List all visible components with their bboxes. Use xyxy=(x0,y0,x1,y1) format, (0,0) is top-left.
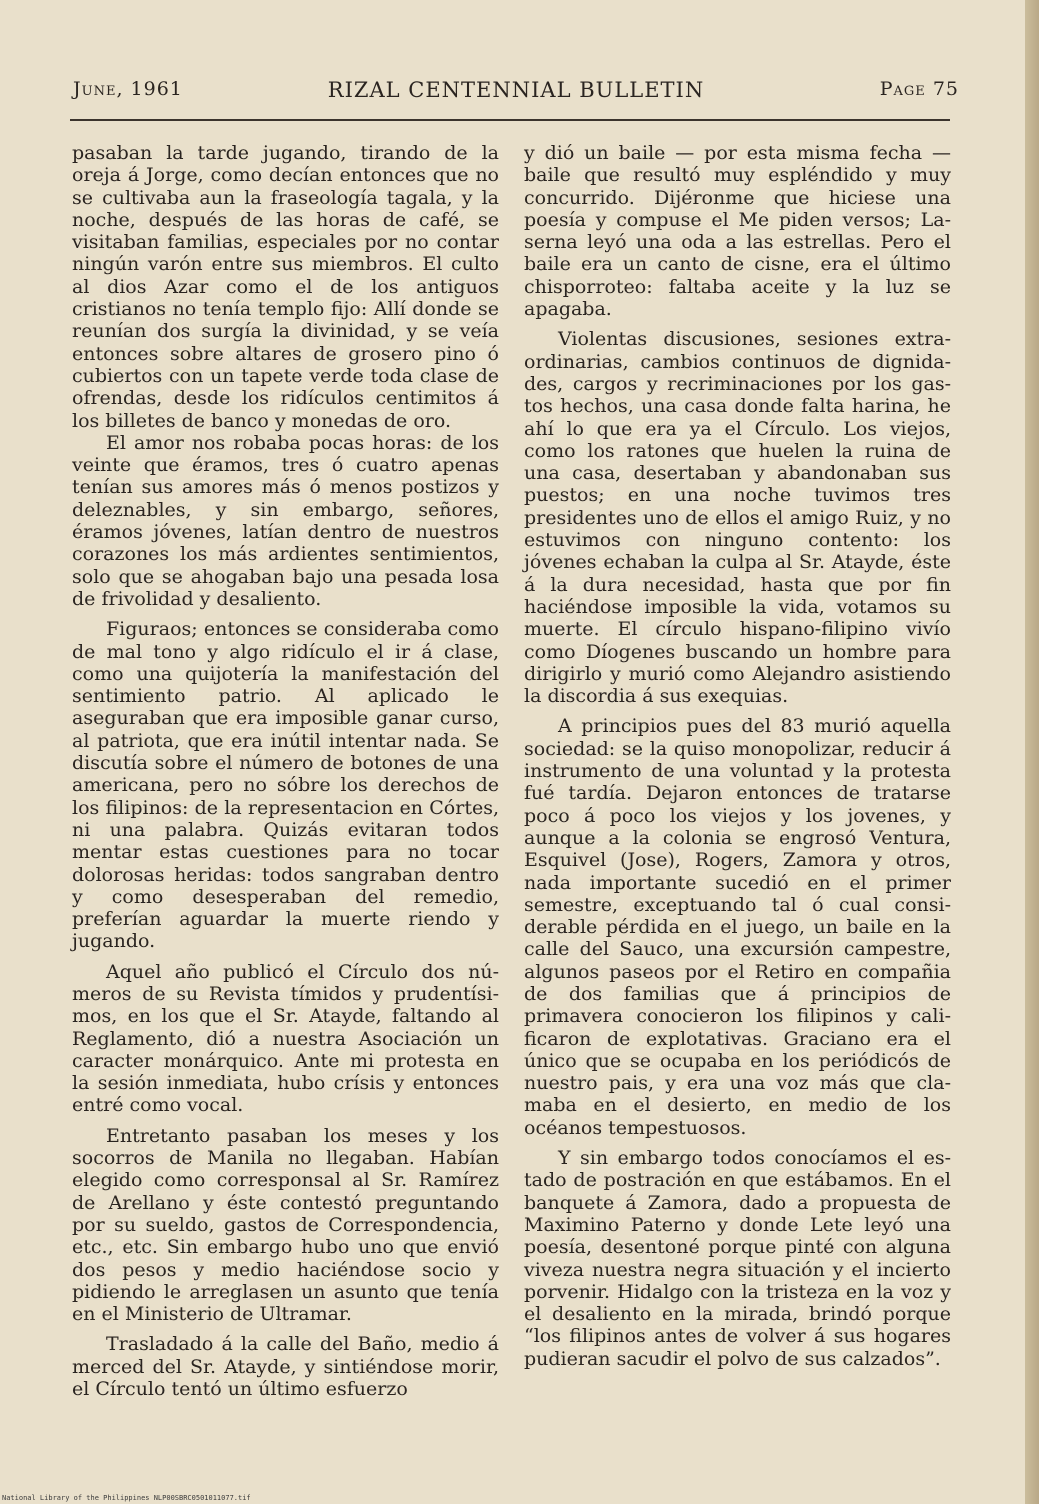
header-page-number: Page 75 xyxy=(879,78,959,100)
paragraph: A principios pues del 83 murió aquella sociedad: se la quiso monopolizar, reducir á instrumento de una voluntad y la protesta fué tardía. Dejaron entonces de tratarse poco á poco los viejos y los jovenes, y aunque a la colonia se engrosó Ventura, Esquivel (Jose), Rogers, Zamora y otros, nada importante sucedió en el primer semestre, exceptuando tal ó cual considerable pérdida en el juego, un baile en la calle del Sauco, una excursión campestre, algunos paseos por el Retiro en compañia de dos familias que á principios de primavera conocieron los filipinos y calificaron de explotativas. Graciano era el único que se ocupaba en los periódicós de nuestro pais, y era una voz más que clamaba en el desierto, en medio de los océanos tempestuosos. xyxy=(524,715,951,1139)
header-title: RIZAL CENTENNIAL BULLETIN xyxy=(327,78,705,102)
paragraph: pasaban la tarde jugando, tirando de la oreja á Jorge, como decían entonces que no se cultivaba aun la fraseología tagala, y la noche, después de las horas de café, se visitaban familias, especiales por no contar ningún varón entre sus miembros. El culto al dios Azar como el de los antiguos cristianos no tenía templo fijo: Allí donde se reunían dos surgía la divinidad, y se veía entonces sobre altares de grosero pino ó cubiertos con un tapete verde toda clase de ofrendas, desde los ridículos centimitos á los billetes de banco y monedas de oro. xyxy=(72,142,499,432)
paragraph: Y sin embargo todos conocíamos el estado de postración en que estábamos. En el banquete á Zamora, dado a propuesta de Maximino Paterno y donde Lete leyó una poesía, desentoné porque pinté con alguna viveza nuestra negra situación y el incierto porvenir. Hidalgo con la tristeza en la voz y el desaliento en la mirada, brindó porque “los filipinos antes de volver á sus hogares pudieran sacudir el polvo de sus calzados”. xyxy=(524,1147,951,1370)
left-column xyxy=(72,142,499,1400)
paragraph: Trasladado á la calle del Baño, medio á merced del Sr. Atayde, y sintiéndose morir, el Círculo tentó un último esfuerzo xyxy=(72,1333,499,1401)
header-date: June, 1961 xyxy=(73,78,183,100)
paragraph: Violentas discusiones, sesiones extraordinarias, cambios continuos de dignidades, cargos y recriminaciones por los gastos hechos, una casa donde falta harina, he ahí lo que era ya el Círculo. Los viejos, como los ratones que huelen la ruina de una casa, desertaban y abandonaban sus puestos; en una noche tuvimos tres presidentes uno de ellos el amigo Ruiz, y no estuvimos con ninguno contento: los jóvenes echaban la culpa al Sr. Atayde, éste á la dura necesidad, hasta que por fin haciéndose imposible la vida, votamos su muerte. El círculo hispano-filipino vivío como Díogenes buscando un hombre para dirigirlo y murió como Alejandro asistiendo la discordia á sus exequias. xyxy=(524,328,951,708)
running-header xyxy=(73,78,959,106)
paragraph: Aquel año publicó el Círculo dos números de su Revista tímidos y prudentísimos, en los que el Sr. Atayde, faltando al Reglamento, dió a nuestra Asociación un caracter monárquico. Ante mi protesta en la sesión inmediata, hubo crísis y entonces entré como vocal. xyxy=(72,960,499,1117)
scan-footer: National Library of the Philippines NLP00SBRC0501011077.tif xyxy=(2,1494,251,1502)
paragraph: Entretanto pasaban los meses y los socorros de Manila no llegaban. Habían elegido como corresponsal al Sr. Ramírez de Arellano y éste contestó preguntando por su sueldo, gastos de Correspondencia, etc., etc. Sin embargo hubo uno que envió dos pesos y medio haciéndose socio y pidiendo le arreglasen un asunto que tenía en el Ministerio de Ultramar. xyxy=(72,1124,499,1326)
header-rule xyxy=(70,119,950,121)
page-edge xyxy=(1025,0,1039,1504)
right-column xyxy=(524,142,951,1370)
paragraph: y dió un baile — por esta misma fecha — baile que resultó muy espléndido y muy concurrido. Dijéronme que hiciese una poesía y compuse el Me piden versos; Laserna leyó una oda a las estrellas. Pero el baile era un canto de cisne, era el último chisporroteo: faltaba aceite y la luz se apagaba. xyxy=(524,142,951,321)
paragraph: El amor nos robaba pocas horas: de los veinte que éramos, tres ó cuatro apenas tenían sus amores más ó menos postizos y deleznables, y sin embargo, señores, éramos jóvenes, latían dentro de nuestros corazones los más ardientes sentimientos, solo que se ahogaban bajo una pesada losa de frivolidad y desaliento. xyxy=(72,431,499,610)
paragraph: Figuraos; entonces se consideraba como de mal tono y algo ridículo el ir á clase, como una quijotería la manifestación del sentimiento patrio. Al aplicado le aseguraban que era imposible ganar curso, al patriota, que era inútil intentar nada. Se discutía sobre el número de botones de una americana, pero no sóbre los derechos de los filipinos: de la representacion en Córtes, ni una palabra. Quizás evitaran todos mentar estas cuestiones para no tocar dolorosas heridas: todos sangraban dentro y como desesperaban del remedio, preferían aguardar la muerte riendo y jugando. xyxy=(72,618,499,953)
